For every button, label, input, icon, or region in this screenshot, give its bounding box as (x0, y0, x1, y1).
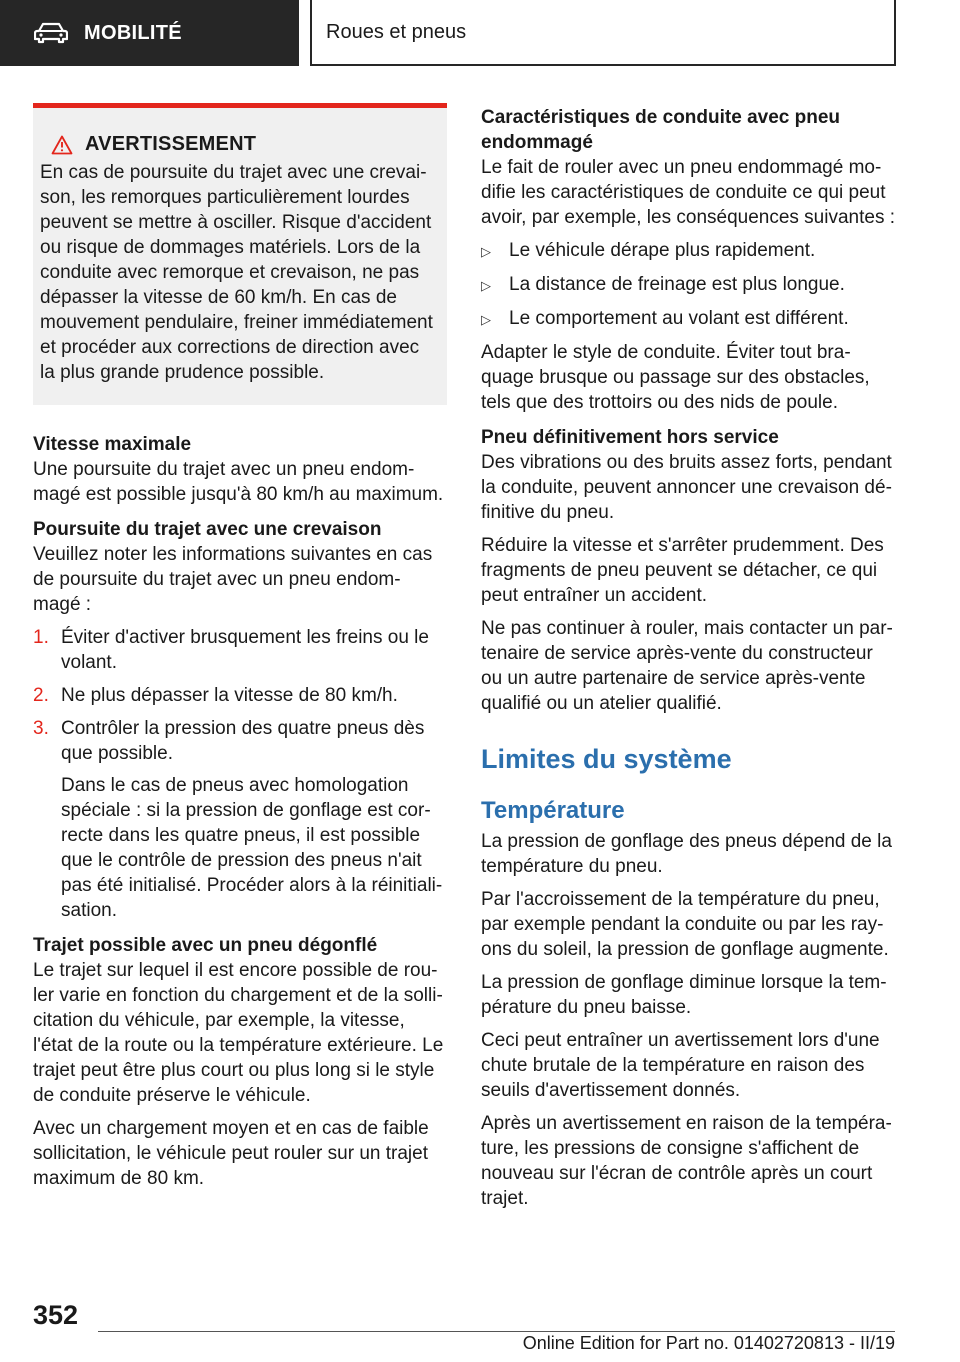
warning-header (40, 132, 437, 157)
list-item (33, 716, 447, 923)
list-item (481, 238, 895, 264)
chapter-header (310, 0, 896, 66)
paragraph: Le trajet sur lequel il est encore possible de rou-ler varie en fonction du chargement et de la solli-citation du véhicule, par exemple, la vitesse, l'état de la route ou la température extérieure. Le trajet peut être plus court ou plus long si le style de conduite préserve le véhicule. (33, 960, 444, 1106)
page-number: 352 (33, 1300, 79, 1330)
paragraph: Après un avertissement en raison de la tempéra-ture, les pressions de consigne s'affichent de nouveau sur l'écran de contrôle après un court trajet. (481, 1113, 892, 1209)
list-item (481, 272, 895, 298)
edition-info: Online Edition for Part no. 01402720813 - II/19 (522, 1333, 895, 1353)
step-text: Contrôler la pression des quatre pneus dès que possible. (61, 718, 425, 764)
paragraph: Adapter le style de conduite. Éviter tout bra-quage brusque ou passage sur des obstacles, tels que des trottoirs ou des nids de poule. (481, 342, 870, 413)
triangle-bullet-icon: ▷ (481, 312, 491, 327)
section-vitesse-maximale (33, 432, 447, 507)
section-trajet-possible (33, 933, 447, 1191)
paragraph: Des vibrations ou des bruits assez forts, pendant la conduite, peuvent annoncer une crevaison dé-finitive du pneu. (481, 452, 892, 523)
step-number: 3. (33, 718, 49, 739)
heading-temperature: Température (481, 797, 625, 824)
section-temperature (481, 797, 895, 1211)
list-item (481, 306, 895, 332)
paragraph: La pression de gonflage des pneus dépend de la température du pneu. (481, 831, 892, 877)
chapter-title: Roues et pneus (326, 20, 467, 43)
section-title: MOBILITÉ (84, 21, 182, 44)
left-column (33, 103, 447, 1201)
paragraph: Réduire la vitesse et s'arrêter prudemment. Des fragments de pneu peuvent se détacher, ce qui peut entraîner un accident. (481, 535, 884, 606)
step-text: Éviter d'activer brusquement les freins ou le volant. (61, 627, 429, 673)
paragraph: Avec un chargement moyen et en cas de faible sollicitation, le véhicule peut rouler sur un trajet maximum de 80 km. (33, 1118, 429, 1189)
heading-poursuite: Poursuite du trajet avec une crevaison (33, 519, 382, 540)
triangle-bullet-icon: ▷ (481, 244, 491, 259)
heading-caracteristiques: Caractéristiques de conduite avec pneu endommagé (481, 107, 841, 153)
step-number: 2. (33, 685, 49, 706)
section-hors-service (481, 425, 895, 716)
steps-list (33, 625, 447, 923)
warning-title: AVERTISSEMENT (85, 133, 257, 155)
paragraph: La pression de gonflage diminue lorsque la tem-pérature du pneu baisse. (481, 972, 887, 1018)
paragraph: Par l'accroissement de la température du pneu, par exemple pendant la conduite ou par les ray-ons du soleil, la pression de gonflage augmente. (481, 889, 889, 960)
warning-triangle-icon (51, 135, 73, 155)
heading-vitesse-maximale: Vitesse maximale (33, 434, 192, 455)
list-item (33, 625, 447, 675)
section-header (0, 0, 299, 66)
paragraph: Ceci peut entraîner un avertissement lors d'une chute brutale de la température en raison des seuils d'avertissement donnés. (481, 1030, 880, 1101)
bullet-text: Le véhicule dérape plus rapidement. (509, 240, 816, 261)
bullet-list (481, 238, 895, 332)
heading-trajet-possible: Trajet possible avec un pneu dégonflé (33, 935, 378, 956)
right-column (481, 105, 895, 1219)
heading-hors-service: Pneu définitivement hors service (481, 427, 779, 448)
section-poursuite (33, 517, 447, 923)
step-number: 1. (33, 627, 49, 648)
warning-box (33, 103, 447, 405)
paragraph: Ne pas continuer à rouler, mais contacter un par-tenaire de service après-vente du constructeur ou un autre partenaire de service après-vente qualifié ou un atelier qualifié. (481, 618, 893, 714)
bullet-text: Le comportement au volant est différent. (509, 308, 849, 329)
step-text: Ne plus dépasser la vitesse de 80 km/h. (61, 685, 398, 706)
list-item (33, 683, 447, 708)
paragraph: Veuillez noter les informations suivantes en cas de poursuite du trajet avec un pneu endom-magé : (33, 544, 433, 615)
bullet-text: La distance de freinage est plus longue. (509, 274, 845, 295)
section-caracteristiques (481, 105, 895, 415)
triangle-bullet-icon: ▷ (481, 278, 491, 293)
warning-text: En cas de poursuite du trajet avec une crevai-son, les remorques particulièrement lourdes peuvent se mettre à osciller. Risque d'accident ou risque de dommages matériels. Lors de la conduite avec remorque et crevaison, ne pas dépasser la vitesse de 60 km/h. En cas de mouvement pendulaire, freiner immédiatement et procéder aux corrections de direction avec la plus grande prudence possible. (40, 162, 433, 383)
car-icon (34, 22, 68, 44)
footer-divider (98, 1331, 895, 1332)
step-subtext: Dans le cas de pneus avec homologation spéciale : si la pression de gonflage est cor-recte dans les quatre pneus, il est possible que le contrôle de pression des pneus n'ait pas été initialisé. Procéder alors à la réinitiali-sation. (61, 775, 443, 921)
paragraph: Le fait de rouler avec un pneu endommagé mo-difie les caractéristiques de conduite ce qui peut avoir, par exemple, les conséquences suivantes : (481, 157, 896, 228)
heading-limites-systeme: Limites du système (481, 744, 732, 774)
paragraph: Une poursuite du trajet avec un pneu endom-magé est possible jusqu'à 80 km/h au maximum. (33, 459, 444, 505)
